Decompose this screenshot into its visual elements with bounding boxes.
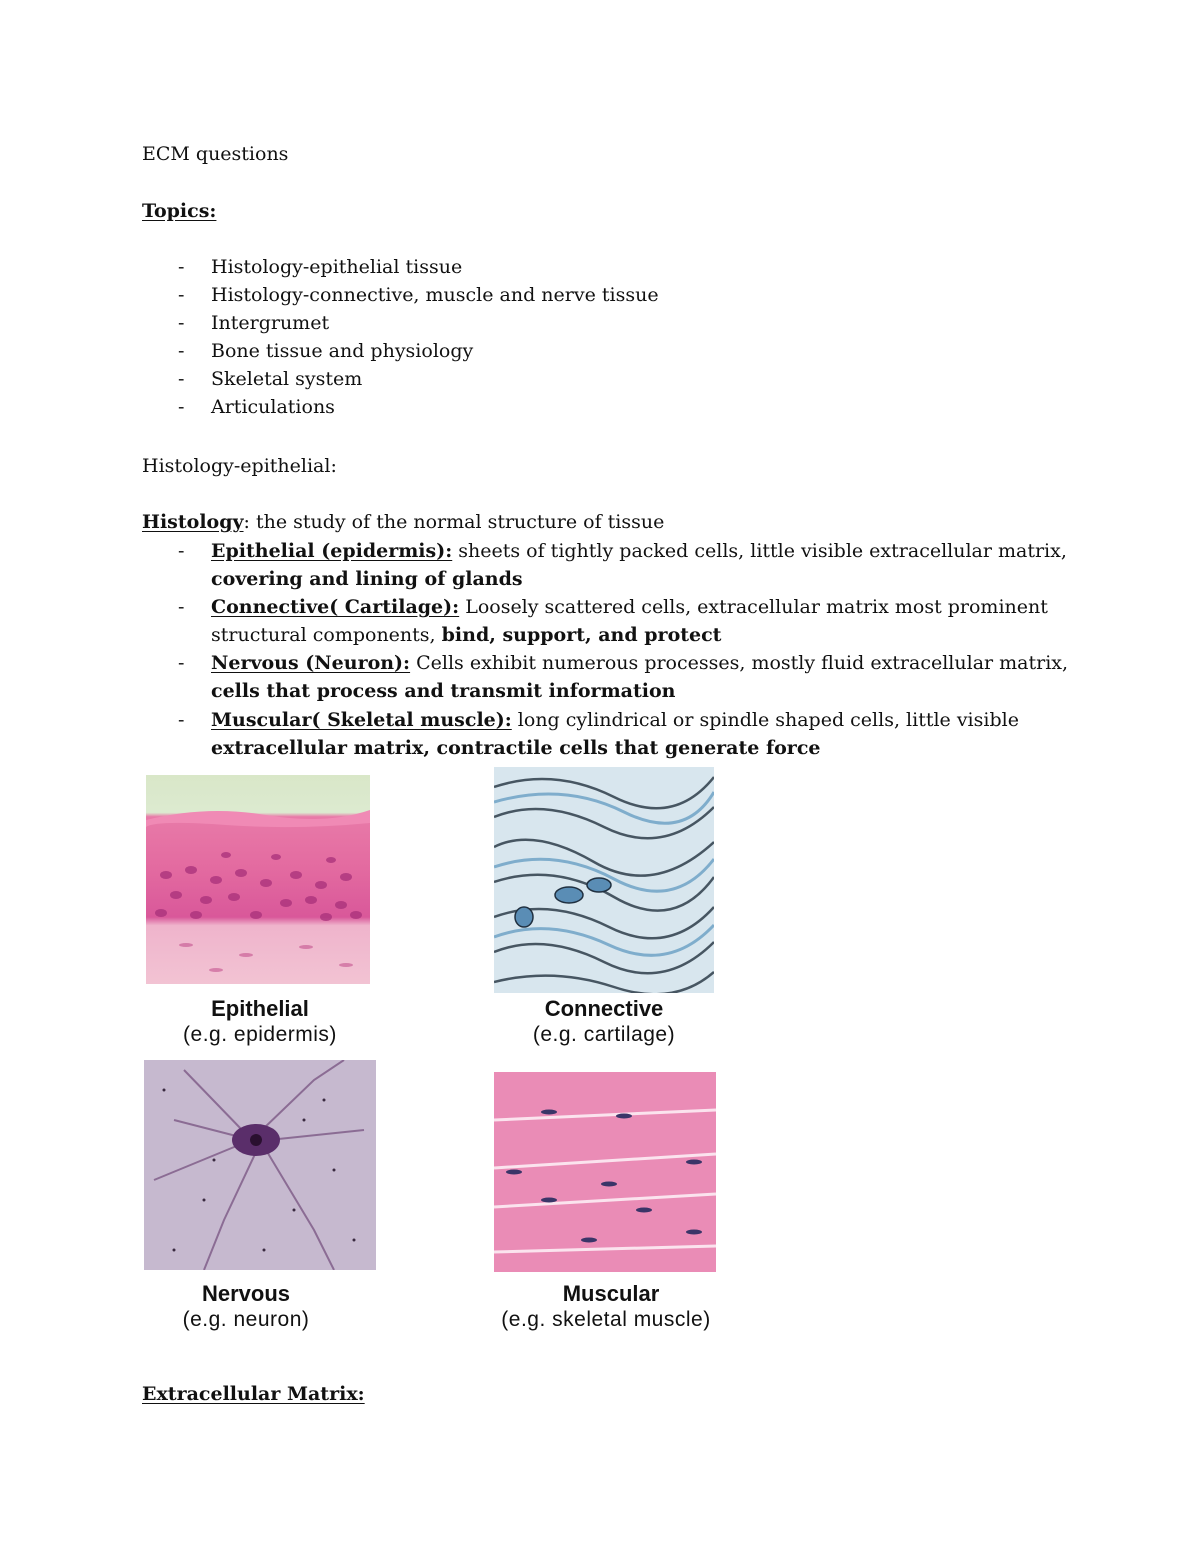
bullet-dash: -	[178, 368, 185, 390]
topic-item: Articulations	[211, 396, 335, 418]
epithelial-micrograph	[146, 775, 370, 984]
histology-definition: Histology: the study of the normal structure of tissue	[142, 511, 665, 533]
topic-item: Intergrumet	[211, 312, 330, 334]
caption-subtitle: (e.g. cartilage)	[532, 1023, 676, 1046]
section-heading: Histology-epithelial:	[142, 455, 337, 477]
tissue-item-line2: covering and lining of glands	[211, 568, 523, 590]
bullet-dash: -	[178, 709, 185, 731]
bullet-dash: -	[178, 312, 185, 334]
tissue-item-line2: structural components, bind, support, and protect	[211, 624, 722, 646]
bullet-dash: -	[178, 652, 185, 674]
caption-title: Nervous	[201, 1281, 291, 1306]
ecm-heading: Extracellular Matrix:	[142, 1383, 365, 1405]
caption-subtitle: (e.g. skeletal muscle)	[501, 1308, 711, 1331]
topic-item: Bone tissue and physiology	[211, 340, 474, 362]
bullet-dash: -	[178, 596, 185, 618]
tissue-item-line1: Connective( Cartilage): Loosely scattered cells, extracellular matrix most prominent	[211, 596, 1048, 618]
bullet-dash: -	[178, 396, 185, 418]
doc-title: ECM questions	[142, 143, 289, 165]
bullet-dash: -	[178, 256, 185, 278]
topic-item: Histology-connective, muscle and nerve tissue	[211, 284, 659, 306]
caption-title: Connective	[544, 996, 664, 1021]
tissue-item-line2: cells that process and transmit information	[211, 680, 676, 702]
caption-subtitle: (e.g. epidermis)	[183, 1023, 337, 1046]
muscular-micrograph	[494, 1072, 716, 1272]
topic-item: Skeletal system	[211, 368, 363, 390]
bullet-dash: -	[178, 284, 185, 306]
connective-micrograph	[494, 767, 714, 993]
histology-term: Histology	[142, 511, 244, 533]
bullet-dash: -	[178, 340, 185, 362]
bullet-dash: -	[178, 540, 185, 562]
tissue-item-line1: Nervous (Neuron): Cells exhibit numerous processes, mostly fluid extracellular matrix,	[211, 652, 1069, 674]
tissue-item-line1: Muscular( Skeletal muscle): long cylindrical or spindle shaped cells, little visible	[211, 709, 1019, 731]
tissue-item-line2: extracellular matrix, contractile cells that generate force	[211, 737, 821, 759]
tissue-item-line1: Epithelial (epidermis): sheets of tightly packed cells, little visible extracellular matrix,	[211, 540, 1067, 562]
caption-title: Muscular	[562, 1281, 660, 1306]
topics-heading: Topics:	[142, 200, 217, 222]
topic-item: Histology-epithelial tissue	[211, 256, 463, 278]
caption-subtitle: (e.g. neuron)	[182, 1308, 310, 1331]
nervous-micrograph	[144, 1060, 376, 1270]
caption-title: Epithelial	[211, 996, 309, 1021]
